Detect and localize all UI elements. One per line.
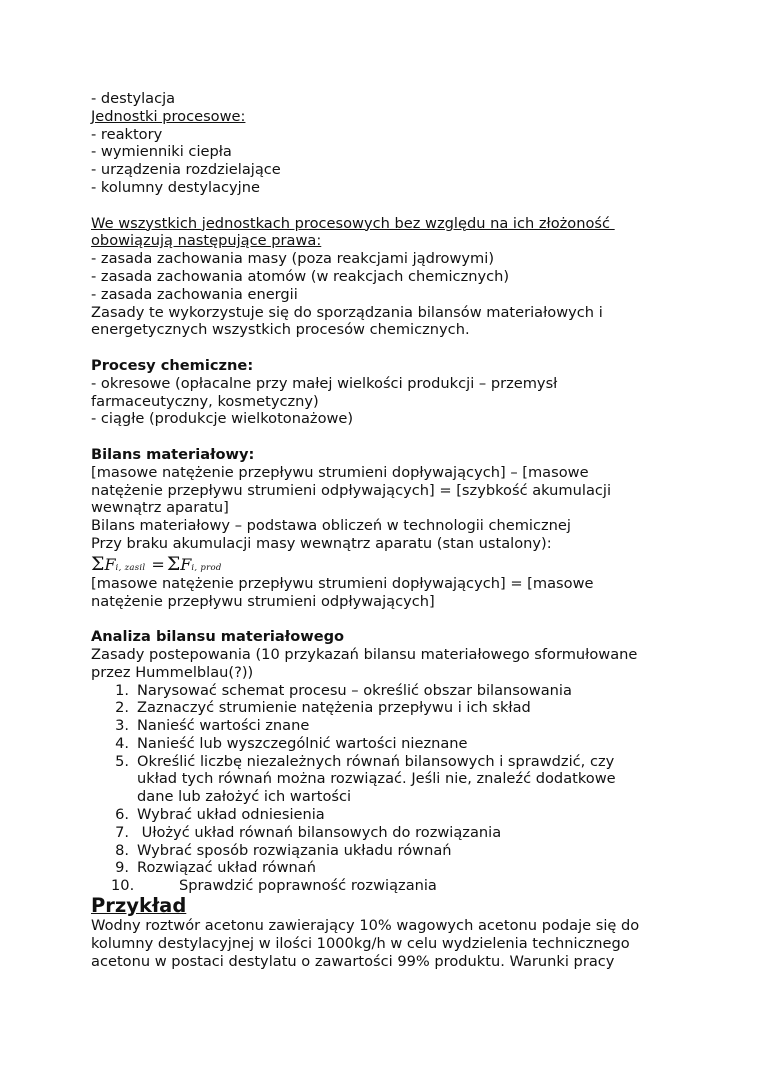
spacer bbox=[91, 428, 691, 446]
analysis-intro: Zasady postepowania (10 przykazań bilansu materiałowego sformułowane bbox=[91, 645, 638, 663]
laws-heading: We wszystkich jednostkach procesowych bez względu na ich złożoność bbox=[91, 214, 615, 232]
step-text: Ułożyć układ równań bilansowych do rozwiązania bbox=[137, 823, 502, 841]
step-text: układ tych równań można rozwiązać. Jeśli nie, znaleźć dodatkowe bbox=[137, 770, 616, 788]
balance-line: [masowe natężenie przepływu strumieni dopływających] = [masowe bbox=[91, 574, 594, 592]
formula-subscript: i, prod bbox=[191, 562, 222, 573]
list-item bbox=[91, 735, 691, 753]
steps-list bbox=[91, 682, 691, 896]
sigma-symbol: Σ bbox=[91, 552, 105, 575]
step-number: 4. bbox=[115, 734, 129, 752]
list-item bbox=[91, 824, 691, 842]
list-item bbox=[91, 788, 691, 806]
analysis-intro: przez Hummelblau(?)) bbox=[91, 663, 254, 681]
units-item: - kolumny destylacyjne bbox=[91, 178, 260, 196]
laws-note: Zasady te wykorzystuje się do sporządzania bilansów materiałowych i bbox=[91, 303, 603, 321]
law-item: - zasada zachowania atomów (w reakcjach chemicznych) bbox=[91, 267, 510, 285]
step-text: Wybrać sposób rozwiązania układu równań bbox=[137, 841, 452, 859]
processes-line: - okresowe (opłacalne przy małej wielkości produkcji – przemysł bbox=[91, 374, 558, 392]
balance-line: Bilans materiałowy – podstawa obliczeń w technologii chemicznej bbox=[91, 517, 571, 535]
list-item bbox=[91, 877, 691, 895]
document-page bbox=[91, 90, 691, 970]
balance-heading: Bilans materiałowy: bbox=[91, 445, 255, 463]
law-item: - zasada zachowania masy (poza reakcjami jądrowymi) bbox=[91, 250, 495, 268]
step-text: Nanieść lub wyszczególnić wartości nieznane bbox=[137, 734, 468, 752]
law-item: - zasada zachowania energii bbox=[91, 285, 298, 303]
spacer bbox=[91, 610, 691, 628]
balance-line: natężenie przepływu strumieni odpływających] = [szybkość akumulacji bbox=[91, 481, 612, 499]
step-text: Wybrać układ odniesienia bbox=[137, 806, 325, 824]
balance-line: natężenie przepływu strumieni odpływających] bbox=[91, 592, 435, 610]
step-text: dane lub założyć ich wartości bbox=[137, 788, 352, 806]
example-heading: Przykład bbox=[91, 894, 187, 918]
example-line: Wodny roztwór acetonu zawierający 10% wagowych acetonu podaje się do bbox=[91, 917, 640, 935]
processes-heading: Procesy chemiczne: bbox=[91, 356, 254, 374]
units-item: - urządzenia rozdzielające bbox=[91, 161, 281, 179]
step-text: Nanieść wartości znane bbox=[137, 717, 310, 735]
balance-line: wewnątrz aparatu] bbox=[91, 499, 229, 517]
list-item bbox=[91, 682, 691, 700]
formula-subscript: i, zasil bbox=[115, 562, 146, 573]
units-item: - reaktory bbox=[91, 125, 163, 143]
step-text: Określić liczbę niezależnych równań bilansowych i sprawdzić, czy bbox=[137, 752, 615, 770]
example-line: kolumny destylacyjnej w ilości 1000kg/h w celu wydzielenia technicznego bbox=[91, 934, 630, 952]
analysis-heading: Analiza bilansu materiałowego bbox=[91, 628, 345, 646]
units-item: - wymienniki ciepła bbox=[91, 143, 232, 161]
equals-sign: = bbox=[151, 554, 165, 574]
step-number: 5. bbox=[115, 752, 129, 770]
list-item bbox=[91, 806, 691, 824]
list-item bbox=[91, 842, 691, 860]
intro-line: - destylacja bbox=[91, 90, 176, 107]
step-number: 2. bbox=[115, 699, 129, 717]
processes-line: farmaceutyczny, kosmetyczny) bbox=[91, 392, 319, 410]
step-text: Narysować schemat procesu – określić obszar bilansowania bbox=[137, 681, 572, 699]
example-line: acetonu w postaci destylatu o zawartości 99% produktu. Warunki pracy bbox=[91, 952, 615, 970]
step-number: 9. bbox=[115, 859, 129, 877]
step-text: Rozwiązać układ równań bbox=[137, 859, 316, 877]
balance-line: Przy braku akumulacji masy wewnątrz aparatu (stan ustalony): bbox=[91, 534, 552, 552]
units-heading: Jednostki procesowe: bbox=[91, 107, 246, 125]
step-number: 3. bbox=[115, 717, 129, 735]
step-text: Zaznaczyć strumienie natężenia przepływu i ich skład bbox=[137, 699, 531, 717]
laws-heading: obowiązują następujące prawa: bbox=[91, 232, 322, 250]
formula-variable: F bbox=[180, 554, 192, 574]
sigma-symbol: Σ bbox=[166, 552, 181, 575]
step-number: 10. bbox=[111, 877, 135, 895]
list-item bbox=[91, 753, 691, 771]
spacer bbox=[91, 339, 691, 357]
balance-formula bbox=[91, 553, 691, 575]
spacer bbox=[91, 197, 691, 215]
step-number: 7. bbox=[115, 823, 129, 841]
step-number: 1. bbox=[115, 681, 129, 699]
balance-line: [masowe natężenie przepływu strumieni dopływających] – [masowe bbox=[91, 463, 589, 481]
list-item bbox=[91, 859, 691, 877]
formula-variable: F bbox=[104, 554, 116, 574]
list-item bbox=[91, 770, 691, 788]
step-text: Sprawdzić poprawność rozwiązania bbox=[179, 877, 437, 895]
list-item bbox=[91, 699, 691, 717]
laws-note: energetycznych wszystkich procesów chemicznych. bbox=[91, 321, 470, 339]
processes-line: - ciągłe (produkcje wielkotonażowe) bbox=[91, 410, 354, 428]
step-number: 8. bbox=[115, 841, 129, 859]
step-number: 6. bbox=[115, 806, 129, 824]
list-item bbox=[91, 717, 691, 735]
